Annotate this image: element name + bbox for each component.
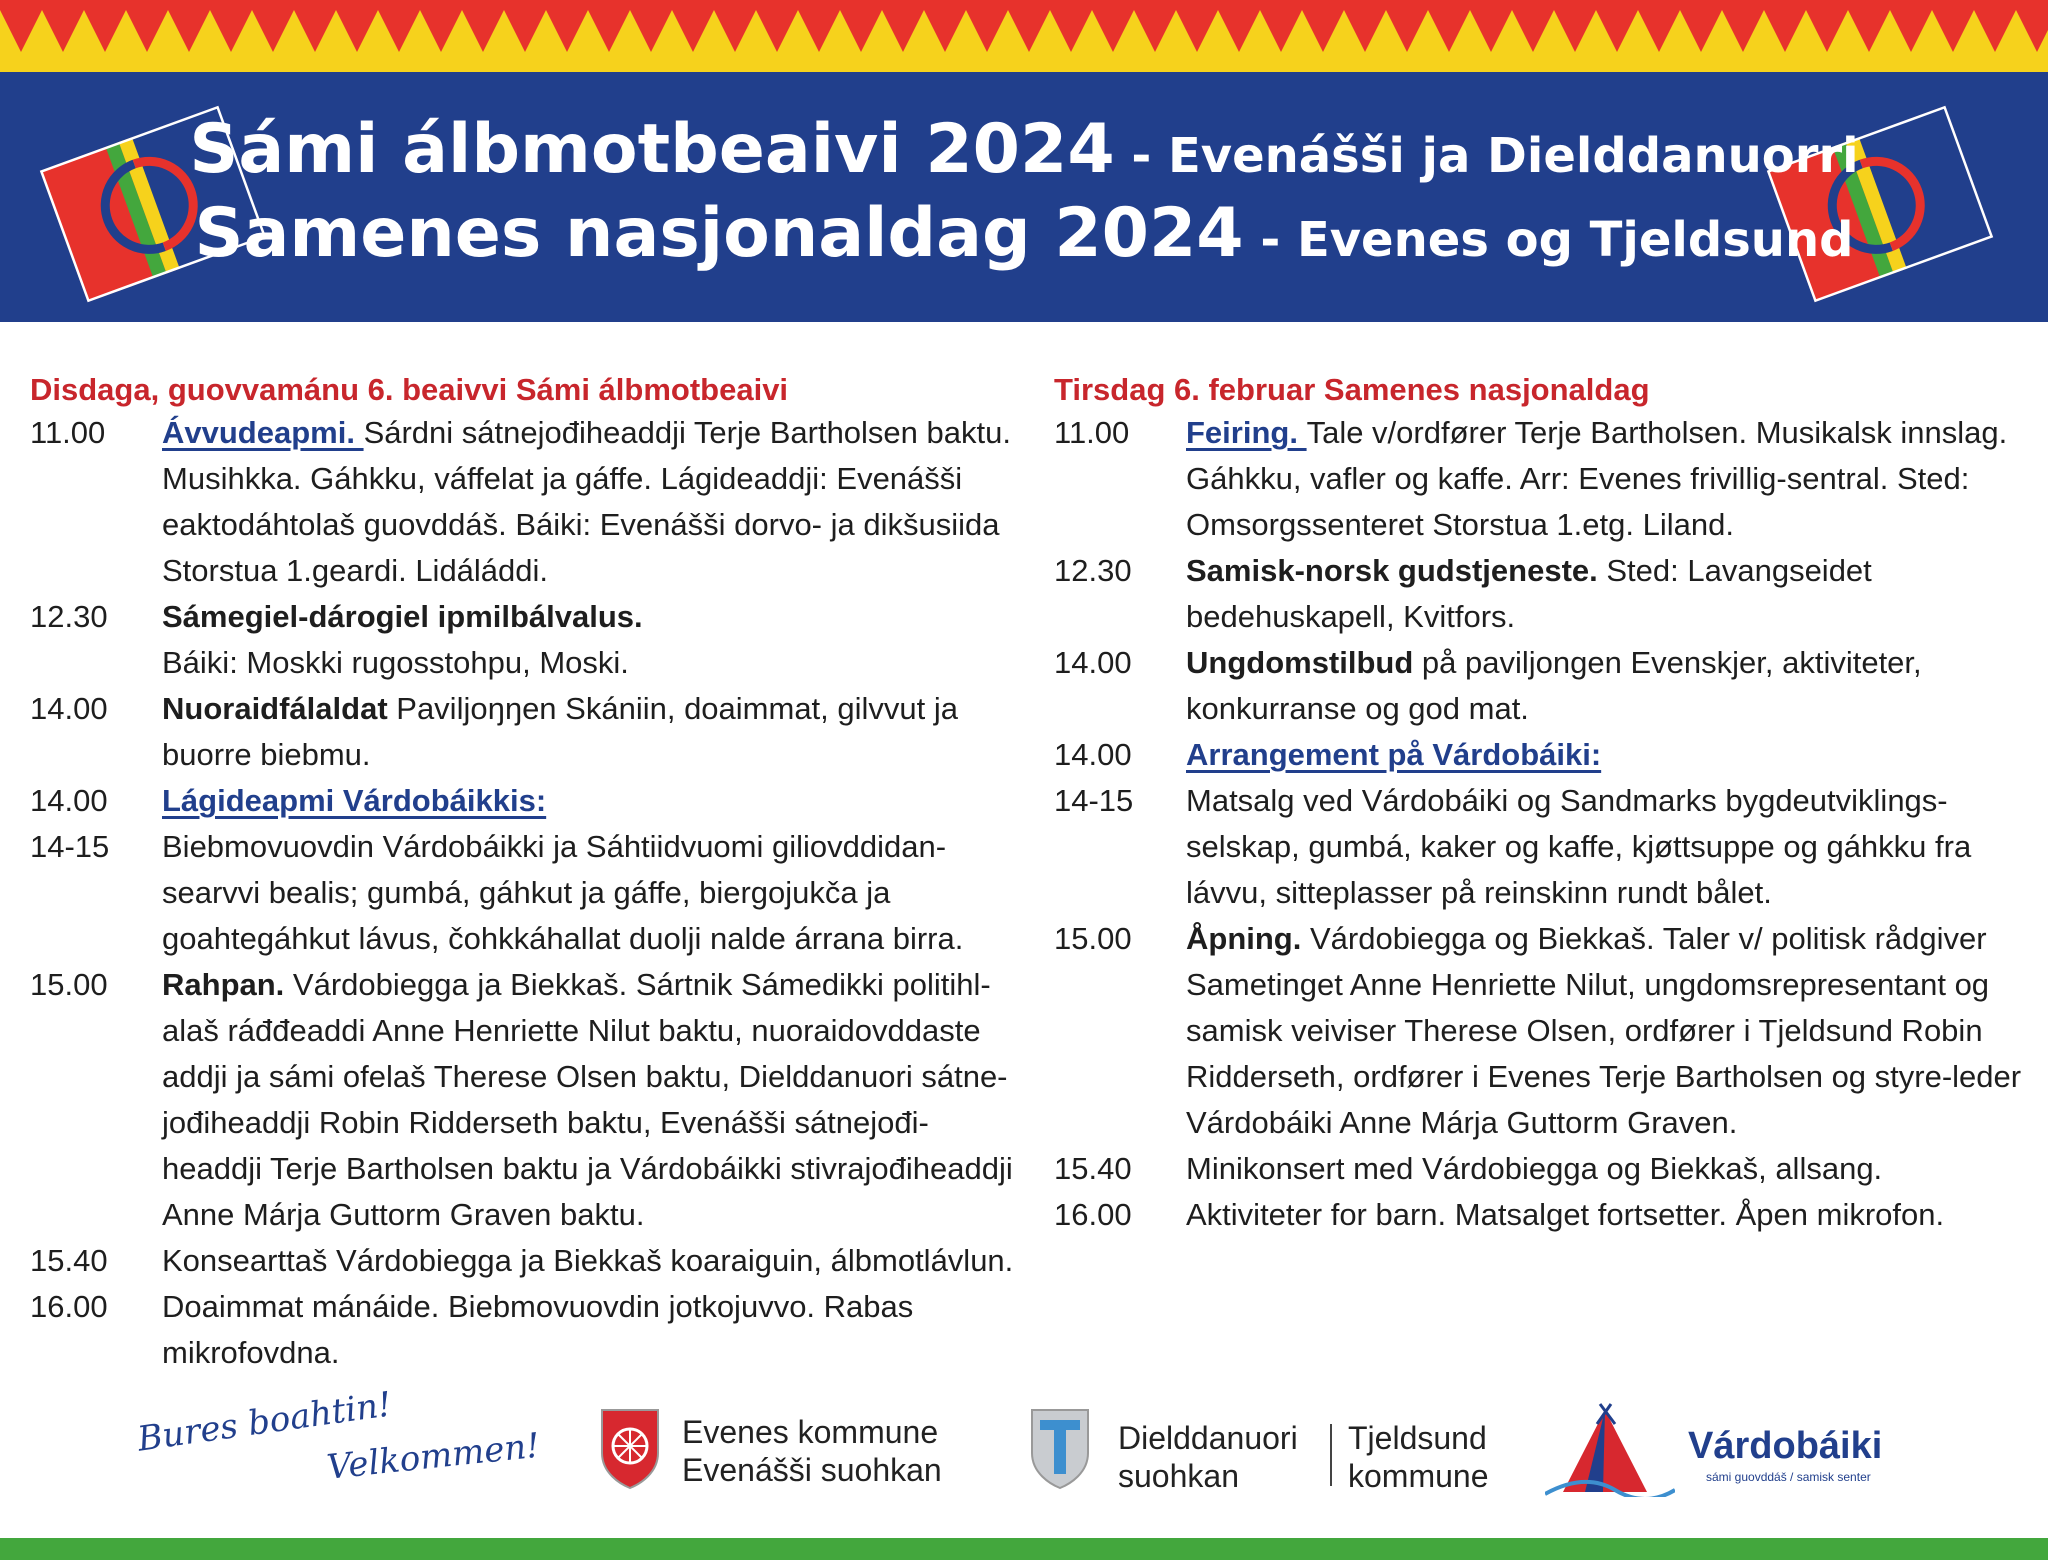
program-description [1186, 640, 2029, 732]
day-heading-sami: Disdaga, guovvamánu 6. beaivvi Sámi álbmotbeaivi [30, 372, 789, 407]
program-item [30, 824, 1015, 962]
program-item [30, 594, 1015, 686]
bottom-green-band [0, 1538, 2048, 1560]
program-text: Sárdni sátnejođiheaddji Terje Bartholsen baktu. Musihkka. Gáhkku, váffelat ja gáffe. Lágideaddji: Evenášši eaktodáhtolaš guovddáš. Báiki: Evenášši dorvo- ja dikšusiida Storstua 1.geardi. Lidáláddi. [162, 415, 1011, 588]
program-column-norwegian [1054, 370, 2029, 1238]
program-description [162, 594, 1015, 686]
program-list-norwegian [1054, 410, 2029, 1238]
program-description [162, 1238, 1015, 1284]
program-item [1054, 916, 2029, 1146]
program-item [30, 1238, 1015, 1284]
program-column-sami [30, 370, 1015, 1376]
program-time: 15.00 [1054, 921, 1132, 956]
program-time: 16.00 [30, 1289, 108, 1324]
program-text: Várdobiegga og Biekkaš. Taler v/ politisk rådgiver Sametinget Anne Henriette Nilut, ungdomsrepresentant og samisk veiviser Therese Olsen, ordfører i Tjeldsund Robin Ridderseth, ordfører i Evenes Terje Bartholsen og styre-leder Várdobáiki Anne Márja Guttorm Graven. [1186, 921, 2022, 1140]
program-text: Minikonsert med Várdobiegga og Biekkaš, allsang. [1186, 1151, 1883, 1186]
program-description [1186, 732, 2029, 778]
program-item [1054, 640, 2029, 732]
program-title-link[interactable]: Lágideapmi Várdobáikkis: [162, 783, 547, 818]
program-item [30, 962, 1015, 1238]
evenes-line-1: Evenes kommune [682, 1414, 939, 1450]
program-item [30, 778, 1015, 824]
program-time: 15.40 [1054, 1151, 1132, 1186]
program-description [162, 686, 1015, 778]
program-text: på paviljongen Evenskjer, aktiviteter, konkurranse og god mat. [1186, 645, 1922, 726]
evenes-line-2: Evenášši suohkan [682, 1452, 942, 1488]
program-title: Ungdomstilbud [1186, 645, 1414, 680]
program-time: 14.00 [30, 691, 108, 726]
program-title: Nuoraidfálaldat [162, 691, 388, 726]
program-time: 14.00 [30, 783, 108, 818]
program-description [1186, 1146, 2029, 1192]
program-list-sami [30, 410, 1015, 1376]
program-description [1186, 548, 2029, 640]
title-1-main: Sámi álbmotbeaivi 2024 [189, 110, 1115, 189]
dielddanuori-line-2: suohkan [1118, 1458, 1239, 1494]
welcome-text-norwegian: Velkommen! [325, 1425, 542, 1488]
welcome-text-sami: Bures boahtin! [135, 1384, 395, 1460]
program-description [1186, 410, 2029, 548]
program-title-link[interactable]: Arrangement på Várdobáiki: [1186, 737, 1602, 772]
tjeldsund-line-1: Tjeldsund [1348, 1420, 1487, 1456]
title-2-sub: - Evenes og Tjeldsund [1243, 212, 1854, 268]
dielddanuori-logo-text [1118, 1419, 1298, 1495]
program-title-link[interactable]: Ávvudeapmi. [162, 415, 364, 450]
program-item [1054, 1192, 2029, 1238]
vardobaiki-name: Várdobáiki [1688, 1425, 1883, 1467]
title-1-sub: - Evenášši ja Dielddanuorri [1114, 128, 1859, 184]
program-description [1186, 778, 2029, 916]
header-banner [0, 72, 2048, 322]
program-text: Báiki: Moskki rugosstohpu, Moski. [162, 645, 629, 680]
program-time: 12.30 [1054, 553, 1132, 588]
program-text: Tale v/ordfører Terje Bartholsen. Musikalsk innslag. Gáhkku, vafler og kaffe. Arr: Evenes frivillig-sentral. Sted: Omsorgssenteret Storstua 1.etg. Liland. [1186, 415, 2008, 542]
program-text: Biebmovuovdin Várdobáikki ja Sáhtiidvuomi giliovddidan-searvvi bealis; gumbá, gáhkut ja gáffe, biergojukča ja goahtegáhkut lávus, čohkkáhallat duolji nalde árrana birra. [162, 829, 964, 956]
program-title: Rahpan. [162, 967, 285, 1002]
program-time: 11.00 [30, 415, 106, 450]
title-line-2 [0, 194, 2048, 273]
program-description [162, 824, 1015, 962]
program-text: Paviljoŋŋen Skániin, doaimmat, gilvvut ja buorre biebmu. [162, 691, 959, 772]
program-time: 14.00 [1054, 737, 1132, 772]
program-title: Samisk-norsk gudstjeneste. [1186, 553, 1598, 588]
program-item [1054, 548, 2029, 640]
tjeldsund-logo-text [1348, 1419, 1489, 1495]
program-item [30, 410, 1015, 594]
program-time: 14.00 [1054, 645, 1132, 680]
program-time: 15.40 [30, 1243, 108, 1278]
program-text: Matsalg ved Várdobáiki og Sandmarks bygdeutviklings-selskap, gumbá, kaker og kaffe, kjøttsuppe og gáhkku fra lávvu, sitteplasser på reinskinn rundt bålet. [1186, 783, 1972, 910]
program-item [30, 1284, 1015, 1376]
vardobaiki-subtitle: sámi guovddáš / samisk senter [1706, 1470, 1871, 1484]
program-time: 16.00 [1054, 1197, 1132, 1232]
program-item [30, 686, 1015, 778]
tjeldsund-coat-of-arms-icon [1030, 1408, 1090, 1490]
program-time: 14-15 [30, 829, 110, 864]
day-heading-norwegian: Tirsdag 6. februar Samenes nasjonaldag [1054, 372, 1650, 407]
dielddanuori-line-1: Dielddanuori [1118, 1420, 1298, 1456]
program-text: Doaimmat mánáide. Biebmovuovdin jotkojuvvo. Rabas mikrofovdna. [162, 1289, 914, 1370]
program-item [1054, 732, 2029, 778]
program-description [162, 1284, 1015, 1376]
vardobaiki-lavvu-logo-icon [1545, 1402, 1675, 1497]
program-item [1054, 410, 2029, 548]
program-description [162, 410, 1015, 594]
program-text: Várdobiegga ja Biekkaš. Sártnik Sámedikki politihl-alaš ráđđeaddi Anne Henriette Nilut baktu, nuoraidovddaste addji ja sámi ofelaš Therese Olsen baktu, Dielddanuori sátne-jođiheaddji Robin Ridderseth baktu, Evenášši sátnejođi-headdji Terje Bartholsen baktu ja Várdobáikki stivrajođiheaddji Anne Márja Guttorm Graven baktu. [162, 967, 1013, 1232]
program-text: Konsearttaš Várdobiegga ja Biekkaš koaraiguin, álbmotlávlun. [162, 1243, 1014, 1278]
program-time: 12.30 [30, 599, 108, 634]
program-description [162, 778, 1015, 824]
program-time: 14-15 [1054, 783, 1134, 818]
program-description [162, 962, 1015, 1238]
program-text: Sted: Lavangseidet bedehuskapell, Kvitfors. [1186, 553, 1872, 634]
title-2-main: Samenes nasjonaldag 2024 [194, 194, 1244, 273]
program-time: 15.00 [30, 967, 108, 1002]
program-title-link[interactable]: Feiring. [1186, 415, 1307, 450]
program-description [1186, 1192, 2029, 1238]
program-item [1054, 1146, 2029, 1192]
program-item [1054, 778, 2029, 916]
program-description [1186, 916, 2029, 1146]
program-title: Åpning. [1186, 921, 1302, 956]
program-text: Aktiviteter for barn. Matsalget fortsetter. Åpen mikrofon. [1186, 1197, 1945, 1232]
evenes-coat-of-arms-icon [600, 1408, 660, 1490]
title-line-1 [0, 110, 2048, 189]
program-title: Sámegiel-dárogiel ipmilbálvalus. [162, 599, 643, 634]
top-zigzag-band [0, 0, 2048, 80]
evenes-logo-text [682, 1413, 942, 1489]
program-time: 11.00 [1054, 415, 1130, 450]
tjeldsund-line-2: kommune [1348, 1458, 1489, 1494]
logo-divider [1330, 1424, 1332, 1486]
